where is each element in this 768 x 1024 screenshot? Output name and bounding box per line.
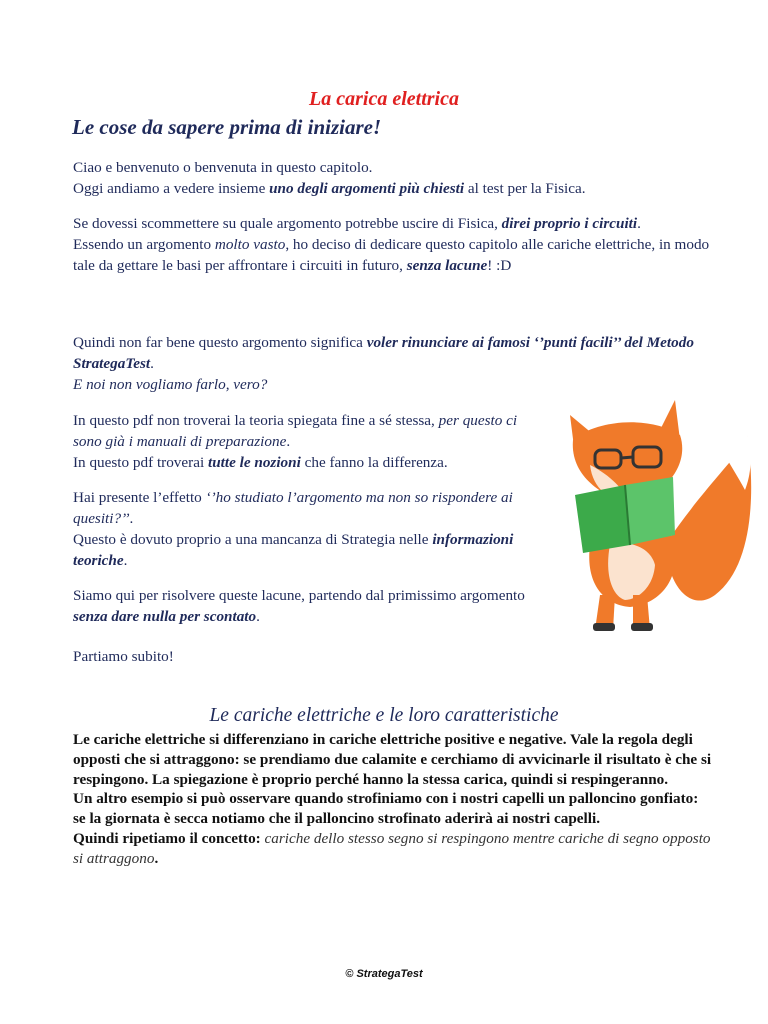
book-page [625,477,675,545]
document-subtitle: Le cose da sapere prima di iniziare! [72,115,382,139]
document-title: La carica elettrica [309,88,459,110]
fox-reading-illustration [555,395,755,635]
pdf-emphasis: tutte le nozioni [207,454,301,471]
book-icon [575,485,630,553]
effetto-quote: ‘’ho studiato l’argomento ma non so rispondere ai quesiti?’’ [73,489,513,527]
effetto-emphasis: informazioni teoriche [73,531,514,569]
paragraph-circuits [73,213,713,276]
pdf-text-3: che fanno la differenza. [300,454,448,471]
circuits-text: Se dovessi scommettere su quale argomento potrebbe uscire di Fisica, [73,215,502,232]
paragraph-effetto [73,487,533,571]
vast-italic: molto vasto [214,236,286,253]
paragraph-start: Partiamo subito! [73,648,174,665]
lacune-dot: . [256,608,260,625]
effetto-text: Hai presente l’effetto [73,489,206,506]
paragraph-lacune [73,585,533,627]
punti-question: E noi non vogliamo farlo, vero? [73,376,268,393]
intro-line-1: Ciao e benvenuto o benvenuta in questo capitolo. [73,159,373,176]
vast-text-2: , ho deciso di dedicare questo capitolo alle cariche elettriche, in modo tale da gettare le basi per affrontare i circuiti in futuro, [73,236,710,274]
pdf-text: In questo pdf non troverai la teoria spiegata fine a sé stessa, [73,412,439,429]
lacune-text: Siamo qui per risolvere queste lacune, partendo dal primissimo argomento [73,587,525,604]
punti-text: Quindi non far bene questo argomento significa [73,334,367,351]
smiley-text: ! :D [487,257,512,274]
pdf-text-2: In questo pdf troverai [73,454,208,471]
body-paragraph-3: Quindi ripetiamo il concetto: [73,829,265,847]
section-body [73,730,713,869]
intro-text: Oggi andiamo a vedere insieme [73,180,270,197]
footer-copyright: © StrategaTest [345,968,423,980]
circuits-emphasis: direi proprio i circuiti [501,215,638,232]
circuits-dot: . [637,215,641,232]
paragraph-intro [73,157,713,199]
section-heading: Le cariche elettriche e le loro caratteristiche [209,705,559,726]
effetto-dot-2: . [123,552,128,569]
intro-text-end: al test per la Fisica. [464,180,586,197]
body-paragraph-2: Un altro esempio si può osservare quando strofiniamo con i nostri capelli un palloncino gonfiato: se la giornata è secca notiamo che il palloncino strofinato aderirà ai nostri capelli. [73,790,699,828]
pdf-italic: per questo ci sono già i manuali di preparazione [73,412,518,450]
pdf-dot: . [286,433,291,450]
effetto-text-2: Questo è dovuto proprio a una mancanza di Strategia nelle [73,531,433,548]
paragraph-pdf [73,410,533,473]
body-paragraph-1: Le cariche elettriche si differenziano in cariche elettriche positive e negative. Vale la regola degli opposti che si attraggono: se prendiamo due calamite e cerchiamo di avvicinarle il risultato è che si respingono. La spiegazione è proprio perché hanno la stessa carica, quindi si respingeranno. [73,731,712,788]
lacune-emphasis: senza lacune [406,257,488,274]
lacune-emphasis-2: senza dare nulla per scontato [73,608,257,625]
punti-dot: . [150,355,154,372]
body-concept-italic: cariche dello stesso segno si respingono mentre cariche di segno opposto si attraggono [73,829,711,867]
effetto-dot: . [129,510,134,527]
vast-text: Essendo un argomento [73,236,215,253]
intro-emphasis: uno degli argomenti più chiesti [269,180,465,197]
body-dot: . [154,849,159,867]
punti-emphasis: voler rinunciare ai famosi ‘’punti facili’’ del Metodo StrategaTest [73,334,694,372]
paragraph-punti-facili [73,332,713,395]
